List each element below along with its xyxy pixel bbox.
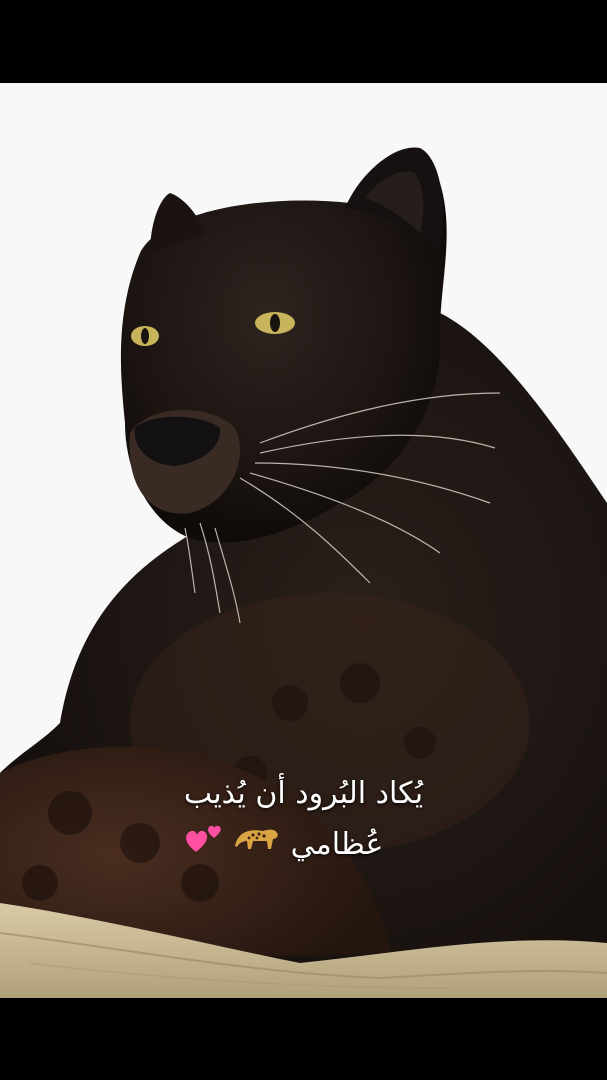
leopard-icon [233,821,281,870]
two-hearts-icon [184,818,224,873]
caption-line-1: يُكاد البُرود أن يُذيب [183,776,424,811]
caption-line-2-row [0,818,607,873]
caption-line-2: عُظامي [290,827,384,862]
letterbox-top [0,0,607,83]
letterbox-bottom [0,998,607,1080]
caption [0,770,607,873]
